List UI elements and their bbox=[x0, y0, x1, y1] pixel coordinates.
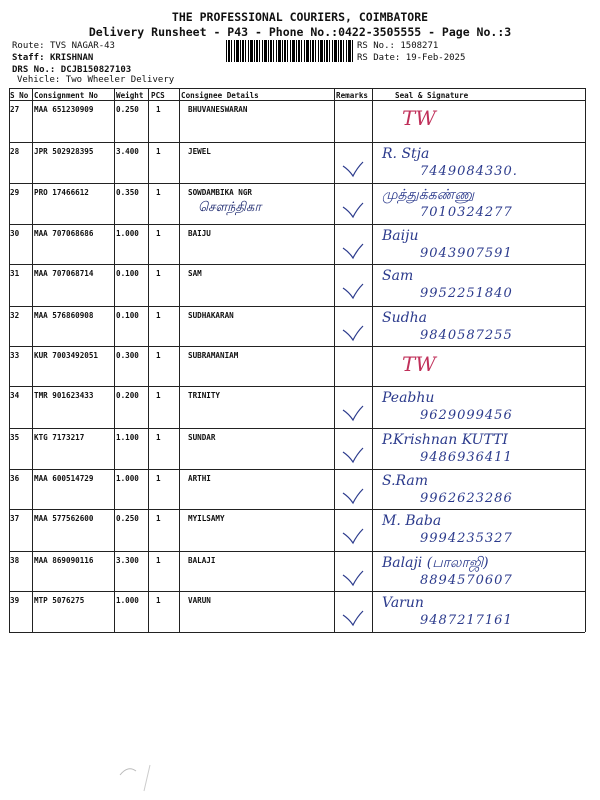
consignee-cell: TRINITY bbox=[188, 391, 221, 400]
signature: TW bbox=[402, 106, 436, 130]
weight-cell: 3.300 bbox=[116, 556, 139, 565]
consignee-cell: ARTHI bbox=[188, 474, 211, 483]
column-divider bbox=[32, 88, 33, 632]
pcs-cell: 1 bbox=[156, 229, 161, 238]
consignee-cell: BHUVANESWARAN bbox=[188, 105, 248, 114]
row-divider bbox=[9, 509, 585, 510]
weight-cell: 0.250 bbox=[116, 514, 139, 523]
vehicle-label: Vehicle: bbox=[17, 75, 61, 85]
column-header: Remarks bbox=[336, 91, 369, 100]
pcs-cell: 1 bbox=[156, 433, 161, 442]
weight-cell: 1.000 bbox=[116, 474, 139, 483]
signature: Baiju bbox=[382, 228, 419, 244]
drs-label: DRS No.: bbox=[12, 65, 56, 75]
route-value: TVS NAGAR-43 bbox=[49, 41, 115, 51]
delivered-tick-icon bbox=[341, 282, 365, 302]
consignment-cell: MAA 651230909 bbox=[34, 105, 94, 114]
consignee-cell: MYILSAMY bbox=[188, 514, 225, 523]
signature-phone: 9840587255 bbox=[420, 328, 513, 343]
consignment-cell: MAA 577562600 bbox=[34, 514, 94, 523]
delivered-tick-icon bbox=[341, 569, 365, 589]
sno-cell: 29 bbox=[10, 188, 20, 197]
signature: P.Krishnan KUTTI bbox=[382, 432, 508, 448]
delivered-tick-icon bbox=[341, 242, 365, 262]
consignment-cell: MAA 707068714 bbox=[34, 269, 94, 278]
signature-phone: 9487217161 bbox=[420, 613, 513, 628]
weight-cell: 0.300 bbox=[116, 351, 139, 360]
signature-phone: 9962623286 bbox=[420, 491, 513, 506]
row-divider bbox=[9, 346, 585, 347]
sno-cell: 31 bbox=[10, 269, 20, 278]
sno-cell: 30 bbox=[10, 229, 20, 238]
column-divider bbox=[372, 88, 373, 632]
delivered-tick-icon bbox=[341, 404, 365, 424]
consignment-cell: MAA 869090116 bbox=[34, 556, 94, 565]
sno-cell: 32 bbox=[10, 311, 20, 320]
pcs-cell: 1 bbox=[156, 147, 161, 156]
signature: Varun bbox=[382, 595, 424, 611]
delivered-tick-icon bbox=[341, 527, 365, 547]
column-divider bbox=[148, 88, 149, 632]
row-divider bbox=[9, 551, 585, 552]
delivered-tick-icon bbox=[341, 201, 365, 221]
signature: Peabhu bbox=[382, 390, 435, 406]
delivered-tick-icon bbox=[341, 160, 365, 180]
consignee-cell: VARUN bbox=[188, 596, 211, 605]
signature: S.Ram bbox=[382, 473, 429, 489]
row-divider bbox=[9, 264, 585, 265]
delivered-tick-icon bbox=[341, 609, 365, 629]
consignment-cell: TMR 901623433 bbox=[34, 391, 94, 400]
consignee-cell: SUNDAR bbox=[188, 433, 216, 442]
pcs-cell: 1 bbox=[156, 556, 161, 565]
row-divider bbox=[9, 632, 585, 633]
pcs-cell: 1 bbox=[156, 269, 161, 278]
column-divider bbox=[114, 88, 115, 632]
weight-cell: 1.000 bbox=[116, 229, 139, 238]
consignment-cell: PRO 17466612 bbox=[34, 188, 89, 197]
signature: R. Stja bbox=[382, 146, 430, 162]
signature: Sudha bbox=[382, 310, 427, 326]
staff-value: KRISHNAN bbox=[49, 53, 94, 63]
column-header: Consignment No bbox=[34, 91, 99, 100]
signature-phone: 9629099456 bbox=[420, 408, 513, 423]
column-divider bbox=[334, 88, 335, 632]
column-header: PCS bbox=[151, 91, 165, 100]
route-label: Route: bbox=[12, 41, 45, 51]
row-divider bbox=[9, 428, 585, 429]
pcs-cell: 1 bbox=[156, 596, 161, 605]
sno-cell: 27 bbox=[10, 105, 20, 114]
pcs-cell: 1 bbox=[156, 105, 161, 114]
row-divider bbox=[9, 591, 585, 592]
consignee-cell: SAM bbox=[188, 269, 202, 278]
consignment-cell: KTG 7173217 bbox=[34, 433, 85, 442]
header-divider bbox=[9, 100, 585, 101]
weight-cell: 1.100 bbox=[116, 433, 139, 442]
weight-cell: 0.100 bbox=[116, 269, 139, 278]
row-divider bbox=[9, 183, 585, 184]
consignment-cell: KUR 7003492051 bbox=[34, 351, 99, 360]
consignment-cell: JPR 502928395 bbox=[34, 147, 94, 156]
staff-label: Staff: bbox=[12, 53, 45, 63]
rs-no-label: RS No.: bbox=[357, 41, 395, 51]
weight-cell: 0.250 bbox=[116, 105, 139, 114]
company-title: THE PROFESSIONAL COURIERS, COIMBATORE bbox=[171, 10, 429, 24]
stray-mark-icon bbox=[110, 755, 170, 795]
column-header: S No bbox=[10, 91, 29, 100]
vehicle-value: Two Wheeler Delivery bbox=[65, 75, 175, 85]
weight-cell: 1.000 bbox=[116, 596, 139, 605]
pcs-cell: 1 bbox=[156, 474, 161, 483]
sno-cell: 36 bbox=[10, 474, 20, 483]
consignee-note: சௌந்திகா bbox=[198, 200, 262, 215]
signature-phone: 9952251840 bbox=[420, 286, 513, 301]
sno-cell: 38 bbox=[10, 556, 20, 565]
signature-phone: 7449084330. bbox=[420, 164, 518, 179]
sno-cell: 39 bbox=[10, 596, 20, 605]
pcs-cell: 1 bbox=[156, 188, 161, 197]
table-border-top bbox=[9, 88, 585, 89]
weight-cell: 0.350 bbox=[116, 188, 139, 197]
column-divider bbox=[179, 88, 180, 632]
weight-cell: 0.100 bbox=[116, 311, 139, 320]
signature: முத்துக்கண்ணு bbox=[382, 187, 475, 203]
signature-phone: 9486936411 bbox=[420, 450, 513, 465]
column-divider bbox=[9, 88, 10, 632]
delivered-tick-icon bbox=[341, 446, 365, 466]
pcs-cell: 1 bbox=[156, 351, 161, 360]
consignee-cell: JEWEL bbox=[188, 147, 211, 156]
row-divider bbox=[9, 386, 585, 387]
weight-cell: 3.400 bbox=[116, 147, 139, 156]
column-header: Seal & Signature bbox=[395, 91, 469, 100]
rs-date-label: RS Date: bbox=[357, 53, 401, 63]
pcs-cell: 1 bbox=[156, 514, 161, 523]
signature-phone: 7010324277 bbox=[420, 205, 513, 220]
row-divider bbox=[9, 224, 585, 225]
sno-cell: 33 bbox=[10, 351, 20, 360]
pcs-cell: 1 bbox=[156, 311, 161, 320]
rs-no-value: 1508271 bbox=[400, 41, 439, 51]
column-divider bbox=[585, 88, 586, 632]
consignment-cell: MAA 707068686 bbox=[34, 229, 94, 238]
consignee-cell: BAIJU bbox=[188, 229, 211, 238]
consignee-cell: SUDHAKARAN bbox=[188, 311, 234, 320]
consignment-cell: MAA 600514729 bbox=[34, 474, 94, 483]
consignment-cell: MAA 576860908 bbox=[34, 311, 94, 320]
signature-phone: 8894570607 bbox=[420, 573, 513, 588]
signature-phone: 9043907591 bbox=[420, 246, 513, 261]
row-divider bbox=[9, 469, 585, 470]
consignee-cell: BALAJI bbox=[188, 556, 216, 565]
sno-cell: 28 bbox=[10, 147, 20, 156]
sno-cell: 35 bbox=[10, 433, 20, 442]
signature: M. Baba bbox=[382, 513, 442, 529]
column-header: Weight bbox=[116, 91, 144, 100]
rs-date-value: 19-Feb-2025 bbox=[405, 53, 466, 63]
row-divider bbox=[9, 306, 585, 307]
runsheet-subtitle: Delivery Runsheet - P43 - Phone No.:0422-3505555 - Page No.:3 bbox=[88, 25, 512, 39]
signature: Sam bbox=[382, 268, 414, 284]
drs-value: DCJB150827103 bbox=[60, 65, 132, 75]
consignee-cell: SOWDAMBIKA NGR bbox=[188, 188, 253, 197]
signature: Balaji (பாலாஜி) bbox=[382, 555, 489, 571]
pcs-cell: 1 bbox=[156, 391, 161, 400]
consignee-cell: SUBRAMANIAM bbox=[188, 351, 239, 360]
signature: TW bbox=[402, 352, 436, 376]
sno-cell: 34 bbox=[10, 391, 20, 400]
weight-cell: 0.200 bbox=[116, 391, 139, 400]
delivered-tick-icon bbox=[341, 487, 365, 507]
row-divider bbox=[9, 142, 585, 143]
sno-cell: 37 bbox=[10, 514, 20, 523]
consignment-cell: MTP 5076275 bbox=[34, 596, 85, 605]
delivered-tick-icon bbox=[341, 324, 365, 344]
column-header: Consignee Details bbox=[181, 91, 259, 100]
signature-phone: 9994235327 bbox=[420, 531, 513, 546]
